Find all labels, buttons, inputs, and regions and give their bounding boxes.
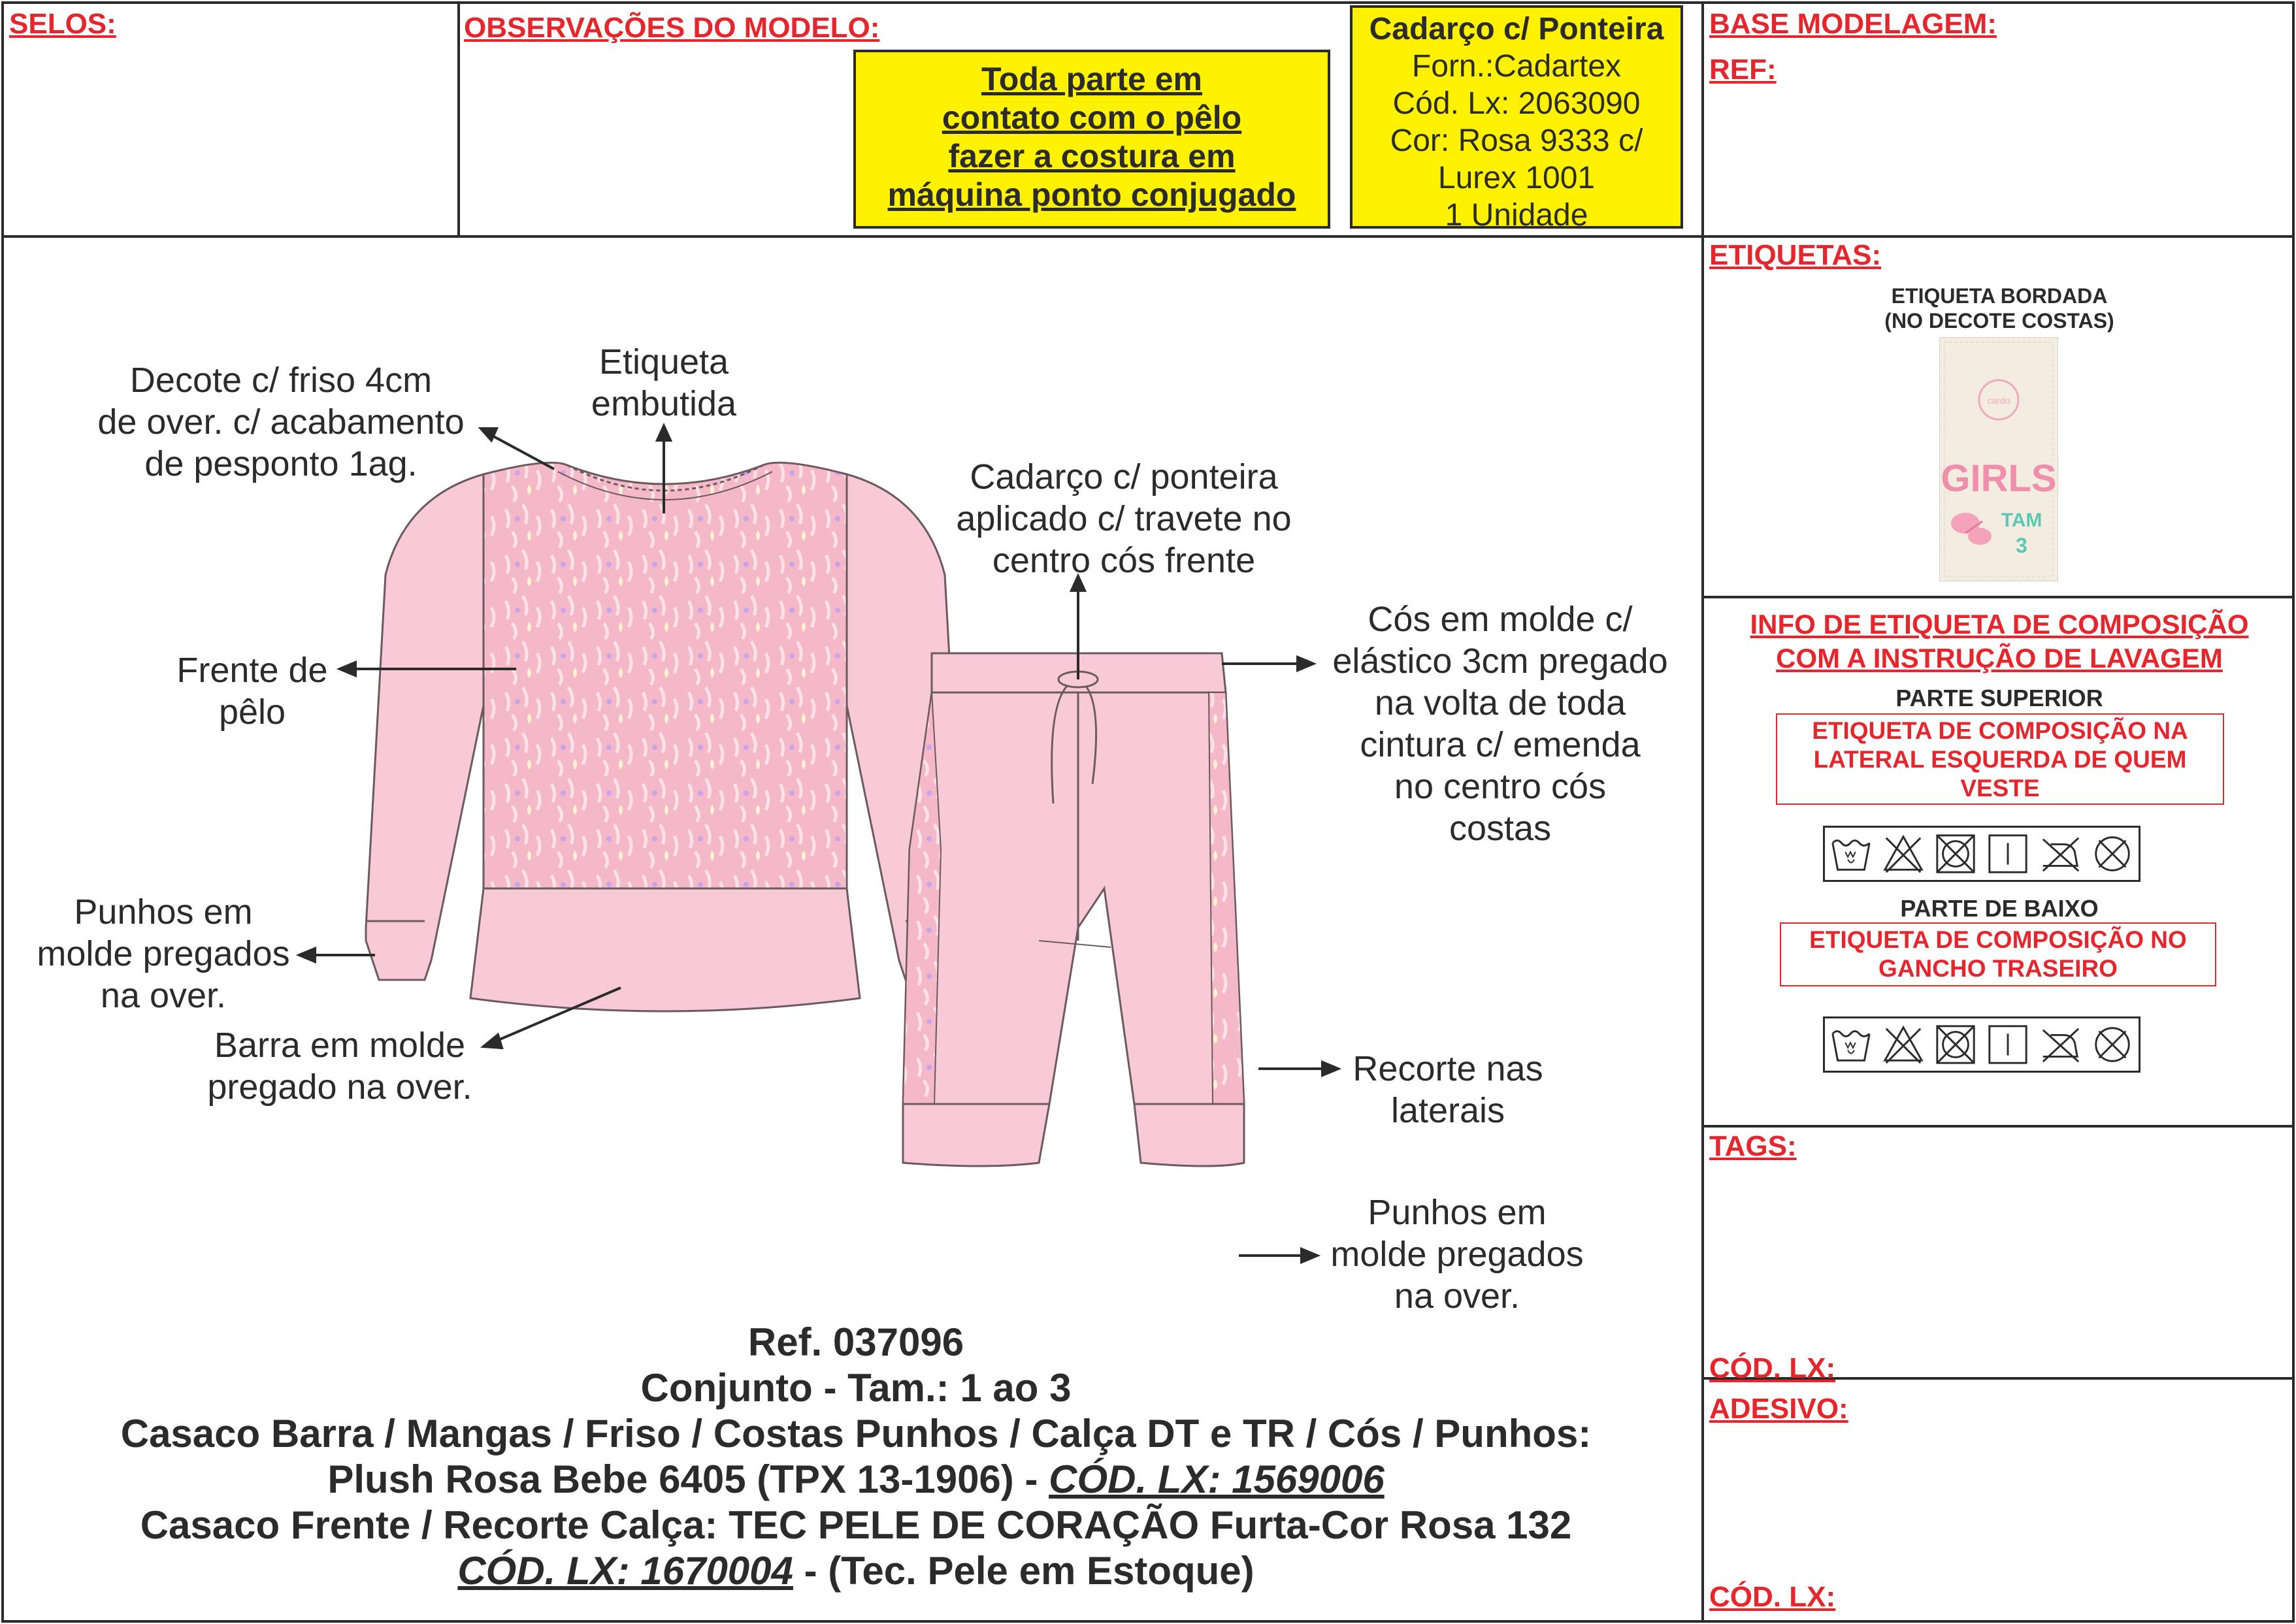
baixo-box-line: ETIQUETA DE COMPOSIÇÃO NO	[1809, 926, 2187, 953]
etiquetas-label: ETIQUETAS:	[1709, 239, 1882, 271]
annotation-line: cintura c/ emenda	[1360, 725, 1641, 764]
annotation-barra	[183, 1024, 497, 1108]
parte-baixo-label: PARTE DE BAIXO	[1900, 895, 2099, 922]
footer-line6	[13, 1548, 1699, 1594]
baixo-box-line: GANCHO TRASEIRO	[1878, 955, 2118, 982]
cadarco-line: Forn.:Cadartex	[1411, 49, 1622, 84]
annotation-decote	[65, 359, 497, 485]
annotation-line: na volta de toda	[1374, 683, 1626, 723]
annotation-line: de over. c/ acabamento	[97, 402, 465, 442]
etiqueta-title-line: ETIQUETA BORDADA	[1891, 284, 2108, 308]
wash-30-icon	[1829, 1022, 1873, 1067]
superior-composition-box	[1776, 713, 2224, 805]
observacoes-label: OBSERVAÇÕES DO MODELO:	[464, 12, 880, 44]
annotation-line: Punhos em	[74, 892, 253, 932]
footer-line6-text: - (Tec. Pele em Estoque)	[793, 1549, 1255, 1593]
side-line-3	[1701, 1125, 2295, 1128]
annotation-line: Decote c/ friso 4cm	[129, 361, 433, 400]
footer-line4-code: CÓD. LX: 1569006	[1049, 1457, 1385, 1501]
sweater-drawing	[366, 463, 964, 1011]
superior-box-line: LATERAL ESQUERDA DE QUEM	[1813, 746, 2187, 773]
no-dry-clean-icon	[2090, 1022, 2135, 1067]
baixo-composition-box	[1780, 922, 2216, 986]
label-size-text: 3	[2016, 534, 2027, 557]
annotation-line: na over.	[100, 976, 227, 1015]
annotation-cos	[1304, 598, 1696, 849]
footer-ref: Ref. 037096	[747, 1320, 964, 1364]
pants-drawing	[903, 653, 1244, 1166]
footer-line3: Casaco Barra / Mangas / Friso / Costas Punhos / Calça DT e TR / Cós / Punhos:	[120, 1412, 1592, 1455]
annotation-line: Recorte nas	[1353, 1049, 1543, 1088]
stitch-note	[853, 50, 1330, 229]
cod-lx-label-tags: CÓD. LX:	[1709, 1352, 1836, 1384]
no-bleach-icon	[1881, 832, 1926, 876]
annotation-line: pêlo	[218, 692, 286, 732]
footer-line5: Casaco Frente / Recorte Calça: TEC PELE DE CORAÇÃO Furta-Cor Rosa 132	[140, 1503, 1572, 1547]
annotation-recorte	[1324, 1048, 1572, 1131]
parte-superior-label: PARTE SUPERIOR	[1895, 685, 2103, 711]
cod-lx-label-adesivo: CÓD. LX:	[1709, 1581, 1836, 1613]
adesivo-label: ADESIVO:	[1709, 1393, 1848, 1425]
annotation-etiqueta	[553, 341, 775, 425]
annotation-line: elástico 3cm pregado	[1332, 641, 1668, 681]
info-title-line: INFO DE ETIQUETA DE COMPOSIÇÃO	[1750, 609, 2249, 640]
footer-line4-text: Plush Rosa Bebe 6405 (TPX 13-1906) -	[327, 1457, 1049, 1501]
annotation-line: embutida	[591, 384, 737, 423]
cadarco-title: Cadarço c/ Ponteira	[1369, 12, 1664, 46]
annotation-frente	[148, 649, 357, 733]
annotation-line: costas	[1449, 809, 1552, 848]
note-line: contato com o pêlo	[942, 99, 1242, 136]
note-line: fazer a costura em	[948, 138, 1236, 174]
note-line: máquina ponto conjugado	[887, 176, 1296, 213]
no-tumble-dry-icon	[1933, 832, 1978, 876]
annotation-line: centro cós frente	[992, 541, 1256, 580]
annotation-line: na over.	[1394, 1276, 1520, 1316]
annotation-line: no centro cós	[1394, 767, 1607, 806]
cadarco-line: Lurex 1001	[1437, 161, 1596, 195]
annotation-line: molde pregados	[1330, 1235, 1584, 1274]
superior-box-line: VESTE	[1960, 775, 2040, 802]
ref-label: REF:	[1709, 54, 1777, 86]
label-tam-text: TAM	[2001, 510, 2042, 531]
note-line: Toda parte em	[981, 61, 1203, 97]
embroidered-label-image	[1939, 337, 2058, 581]
footer-specs	[13, 1320, 1699, 1594]
annotation-line: pregado na over.	[207, 1067, 472, 1107]
label-brand-text: cardo	[1987, 395, 2010, 406]
care-symbols-baixo	[1823, 1016, 2140, 1073]
annotation-line: de pesponto 1ag.	[144, 444, 418, 483]
tags-label: TAGS:	[1709, 1130, 1797, 1162]
annotation-line: Cadarço c/ ponteira	[970, 457, 1278, 496]
label-girls-text: GIRLS	[1941, 457, 2057, 500]
annotation-punhos-left	[13, 891, 314, 1016]
annotation-line: Cós em molde c/	[1368, 600, 1633, 639]
selos-divider	[457, 1, 460, 238]
cadarco-line: 1 Unidade	[1445, 198, 1588, 233]
base-modelagem-label: BASE MODELAGEM:	[1709, 8, 1997, 40]
no-iron-icon	[2038, 1022, 2082, 1067]
info-title	[1704, 608, 2295, 675]
annotation-punhos-right	[1307, 1192, 1607, 1317]
wash-30-icon	[1829, 832, 1873, 876]
line-dry-icon	[1986, 1022, 2030, 1067]
line-dry-icon	[1986, 832, 2030, 876]
annotation-line: aplicado c/ travete no	[956, 499, 1292, 538]
no-dry-clean-icon	[2090, 832, 2135, 876]
side-line-1	[1701, 235, 2295, 238]
etiqueta-title-line: (NO DECOTE COSTAS)	[1884, 309, 2114, 333]
no-bleach-icon	[1881, 1022, 1926, 1067]
cadarco-line: Cor: Rosa 9333 c/	[1390, 123, 1643, 158]
footer-line4	[13, 1457, 1699, 1502]
annotation-line: laterais	[1390, 1091, 1505, 1130]
superior-box-line: ETIQUETA DE COMPOSIÇÃO NA	[1812, 717, 2188, 744]
info-title-line: COM A INSTRUÇÃO DE LAVAGEM	[1776, 643, 2223, 674]
care-symbols-superior	[1823, 826, 2140, 882]
cadarco-box	[1350, 5, 1683, 233]
annotation-line: molde pregados	[37, 934, 290, 973]
side-line-2	[1701, 596, 2295, 598]
annotation-line: Frente de	[176, 651, 328, 690]
annotation-line: Punhos em	[1368, 1193, 1547, 1232]
annotation-line: Barra em molde	[214, 1026, 466, 1065]
etiqueta-title	[1816, 284, 2182, 333]
no-tumble-dry-icon	[1933, 1022, 1978, 1067]
footer-conjunto: Conjunto - Tam.: 1 ao 3	[640, 1366, 1072, 1410]
annotation-cadarco	[915, 456, 1333, 581]
no-iron-icon	[2038, 832, 2082, 876]
selos-label: SELOS:	[9, 8, 116, 40]
cadarco-line: Cód. Lx: 2063090	[1392, 86, 1641, 121]
footer-line6-code: CÓD. LX: 1670004	[457, 1549, 793, 1593]
annotation-line: Etiqueta	[599, 342, 729, 382]
